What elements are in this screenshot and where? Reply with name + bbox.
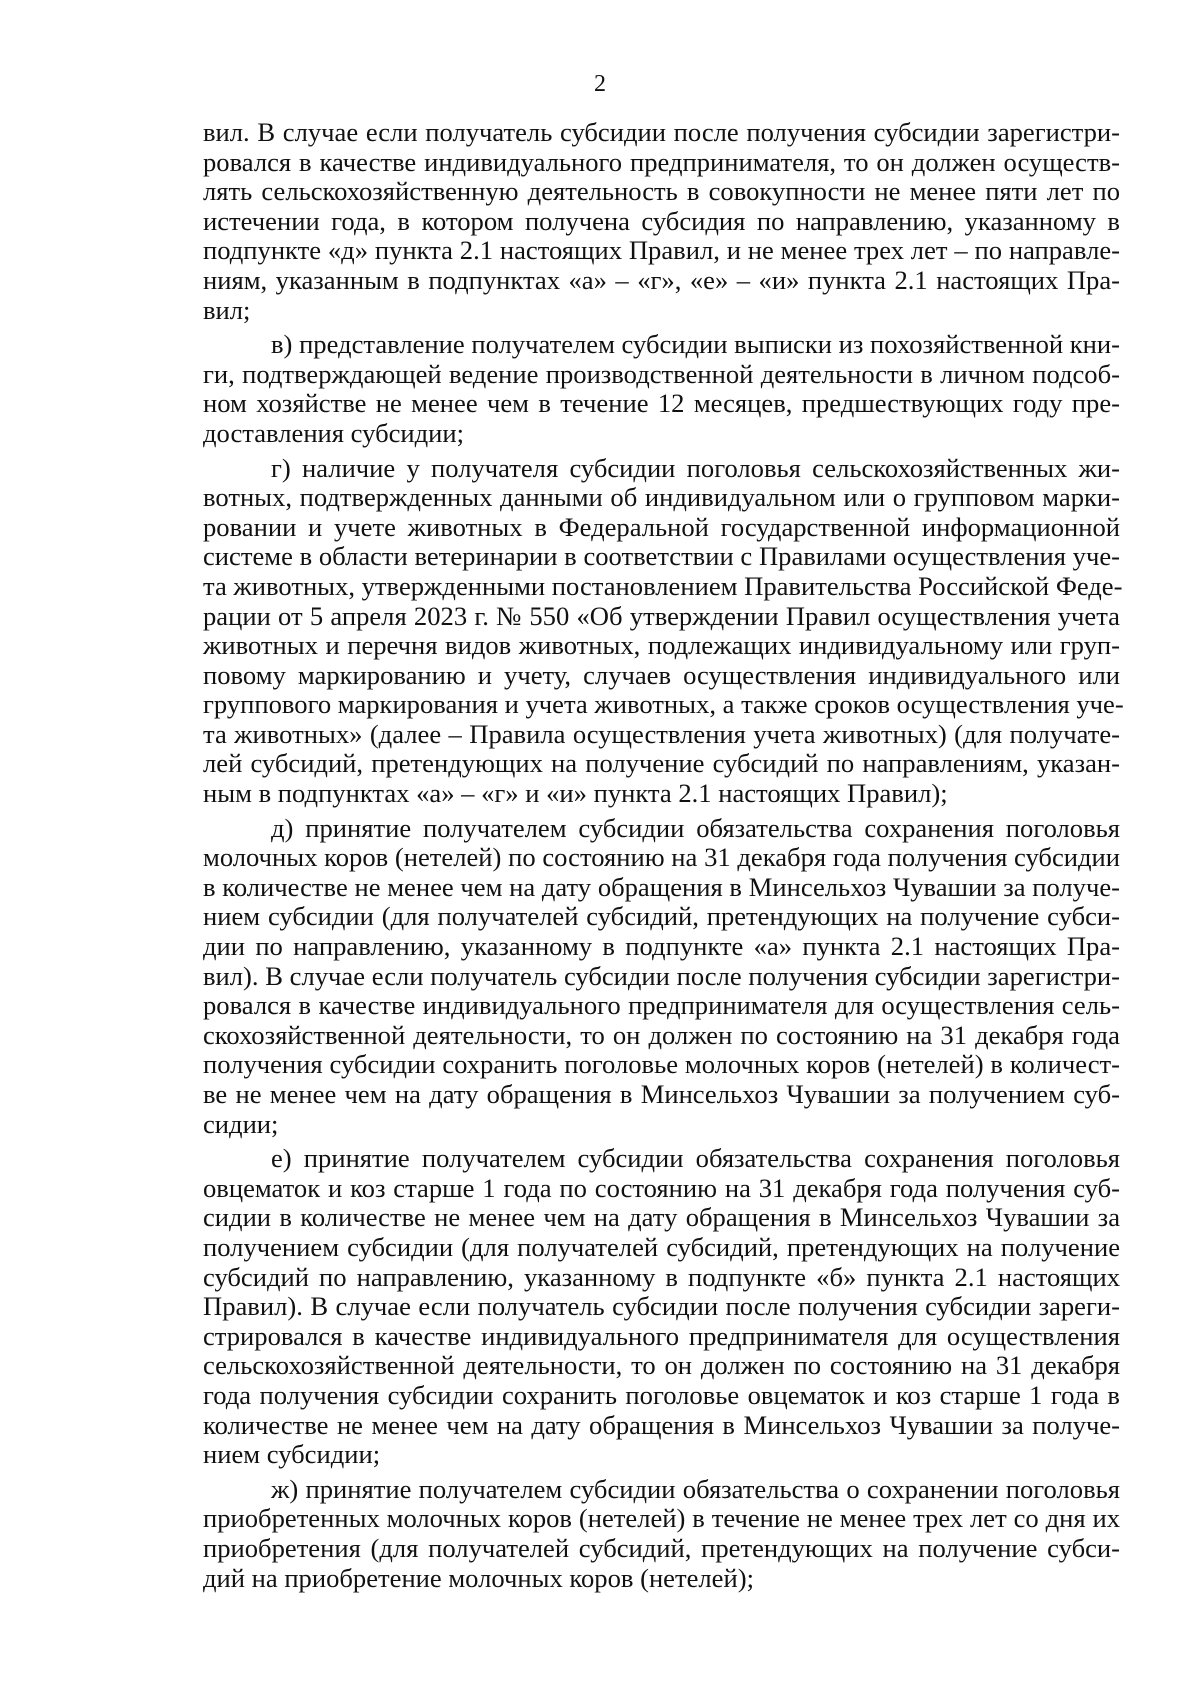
- text-line: ровался в качестве индивидуального предпринимателя для осуществления сель-: [203, 990, 1120, 1021]
- text-line: количестве не менее чем на дату обращения в Минсельхоз Чувашии за получе-: [203, 1409, 1120, 1440]
- text-line: та животных» (далее – Правила осуществления учета животных) (для получате-: [203, 718, 1120, 749]
- text-line: ным в подпунктах «а» – «г» и «и» пункта 2.1 настоящих Правил);: [203, 778, 948, 809]
- text-line: повому маркированию и учету, случаев осуществления индивидуального или: [203, 659, 1120, 690]
- text-line: стрировался в качестве индивидуального предпринимателя для осуществления: [203, 1320, 1120, 1351]
- text-line: системе в области ветеринарии в соответствии с Правилами осуществления уче-: [203, 541, 1120, 572]
- text-line: субсидий по направлению, указанному в подпункте «б» пункта 2.1 настоящих: [203, 1261, 1120, 1292]
- text-line: вил). В случае если получатель субсидии после получения субсидии зарегистри-: [203, 960, 1120, 991]
- text-line: рации от 5 апреля 2023 г. № 550 «Об утверждении Правил осуществления учета: [203, 600, 1120, 631]
- text-line: ниям, указанным в подпунктах «а» – «г», «е» – «и» пункта 2.1 настоящих Пра-: [203, 264, 1120, 295]
- text-line: лей субсидий, претендующих на получение субсидий по направлениям, указан-: [203, 748, 1120, 779]
- text-line: ги, подтверждающей ведение производственной деятельности в личном подсоб-: [203, 358, 1120, 389]
- text-line: дий на приобретение молочных коров (нетелей);: [203, 1562, 754, 1593]
- text-line: нием субсидии (для получателей субсидий, претендующих на получение субси-: [203, 901, 1120, 932]
- text-line: подпункте «д» пункта 2.1 настоящих Правил, и не менее трех лет – по направле-: [203, 235, 1120, 266]
- text-line: ж) принятие получателем субсидии обязательства о сохранении поголовья: [271, 1473, 1120, 1504]
- text-line: доставления субсидии;: [203, 417, 465, 448]
- text-line: вил. В случае если получатель субсидии после получения субсидии зарегистри-: [203, 117, 1120, 147]
- paragraph-g: [203, 452, 1124, 809]
- text-line: сельскохозяйственной деятельности, то он должен по состоянию на 31 декабря: [203, 1350, 1120, 1381]
- text-line: скохозяйственной деятельности, то он должен по состоянию на 31 декабря года: [203, 1019, 1120, 1050]
- text-line: ном хозяйстве не менее чем в течение 12 месяцев, предшествующих году пре-: [203, 388, 1120, 419]
- text-line: приобретенных молочных коров (нетелей) в течение не менее трех лет со дня их: [203, 1503, 1120, 1534]
- document-body: [203, 117, 1124, 1593]
- text-line: истечении года, в котором получена субсидия по направлению, указанному в: [203, 205, 1120, 236]
- text-line: года получения субсидии сохранить поголовье овцематок и коз старше 1 года в: [203, 1379, 1120, 1410]
- text-line: вил;: [203, 294, 251, 325]
- text-line: овцематок и коз старше 1 года по состоянию на 31 декабря года получения суб-: [203, 1172, 1120, 1203]
- page-number: 2: [594, 71, 606, 97]
- text-line: сидии в количестве не менее чем на дату обращения в Минсельхоз Чувашии за: [203, 1202, 1120, 1233]
- text-line: та животных, утвержденными постановлением Правительства Российской Феде-: [203, 570, 1123, 601]
- text-line: Правил). В случае если получатель субсидии после получения субсидии зареги-: [203, 1291, 1120, 1322]
- text-line: ровался в качестве индивидуального предпринимателя, то он должен осуществ-: [203, 146, 1120, 177]
- text-line: приобретения (для получателей субсидий, претендующих на получение субси-: [203, 1532, 1120, 1563]
- paragraph-d: [203, 814, 1120, 1140]
- text-line: молочных коров (нетелей) по состоянию на 31 декабря года получения субсидии: [203, 842, 1120, 873]
- text-line: лять сельскохозяйственную деятельность в совокупности не менее пяти лет по: [203, 176, 1120, 207]
- text-line: получением субсидии (для получателей субсидий, претендующих на получение: [203, 1231, 1120, 1262]
- text-line: д) принятие получателем субсидии обязательства сохранения поголовья: [271, 812, 1120, 843]
- text-line: животных и перечня видов животных, подлежащих индивидуальному или груп-: [203, 630, 1120, 661]
- text-line: вотных, подтвержденных данными об индивидуальном или о групповом марки-: [203, 482, 1120, 513]
- text-line: е) принятие получателем субсидии обязательства сохранения поголовья: [271, 1143, 1120, 1174]
- text-line: получения субсидии сохранить поголовье молочных коров (нетелей) в количест-: [203, 1049, 1120, 1080]
- paragraph-e: [203, 1144, 1120, 1470]
- text-line: ровании и учете животных в Федеральной государственной информационной: [203, 511, 1120, 542]
- text-line: г) наличие у получателя субсидии поголовья сельскохозяйственных жи-: [271, 452, 1120, 483]
- paragraph-v: [203, 330, 1120, 448]
- text-line: в) представление получателем субсидии выписки из похозяйственной кни-: [271, 329, 1120, 360]
- text-line: ве не менее чем на дату обращения в Минсельхоз Чувашии за получением суб-: [203, 1079, 1120, 1109]
- text-line: дии по направлению, указанному в подпункте «а» пункта 2.1 настоящих Пра-: [203, 931, 1120, 962]
- text-line: сидии;: [203, 1108, 279, 1139]
- text-line: нием субсидии;: [203, 1439, 381, 1470]
- paragraph-zh: [203, 1475, 1120, 1593]
- paragraph-b-continued: [203, 118, 1120, 325]
- text-line: группового маркирования и учета животных, а также сроков осуществления уче-: [203, 689, 1124, 720]
- text-line: в количестве не менее чем на дату обращения в Минсельхоз Чувашии за получе-: [203, 871, 1120, 902]
